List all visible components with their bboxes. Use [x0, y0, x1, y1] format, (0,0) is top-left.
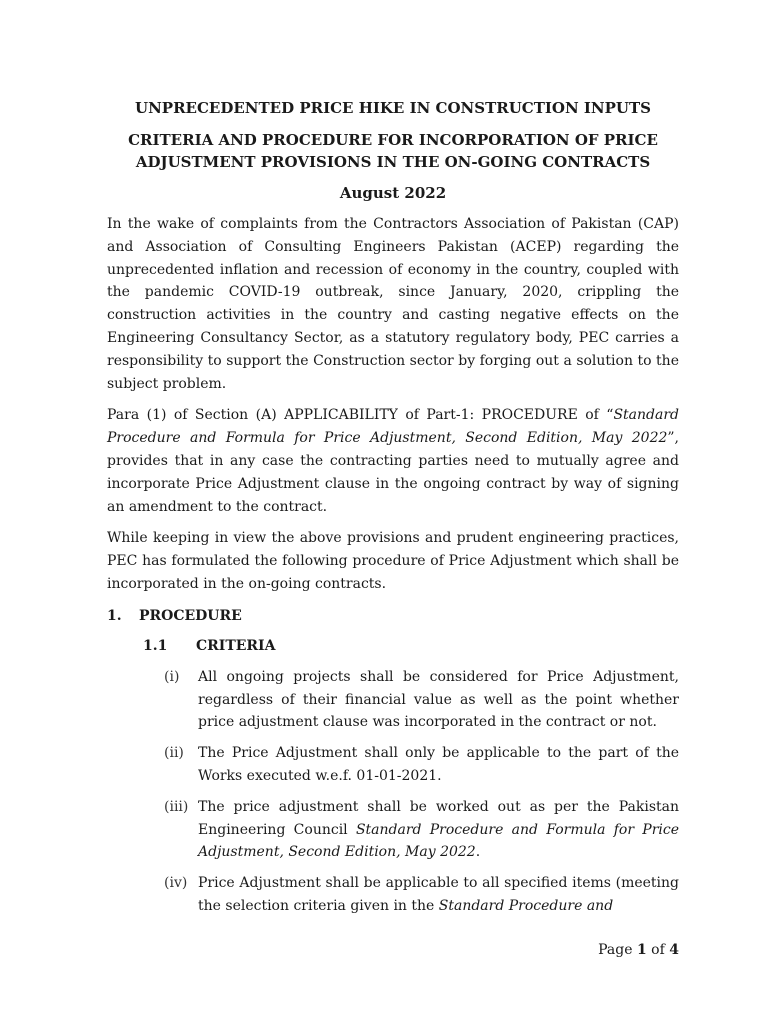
subsection-criteria-heading [143, 635, 679, 657]
section-procedure-heading [107, 605, 679, 627]
criteria-item-number: (iii) [164, 798, 189, 815]
formulation-paragraph: While keeping in view the above provisions and prudent engineering practices, PEC has formulated the following procedure of Price Adjustment which shall be incorporated in the on-going contracts. [107, 530, 679, 592]
criteria-item [164, 742, 679, 788]
document-date: August 2022 [339, 184, 447, 202]
criteria-item-text: The Price Adjustment shall only be applicable to the part of the Works executed w.e.f. 01-01-2021. [198, 745, 679, 784]
criteria-item-number: (iv) [164, 875, 188, 892]
of-word: of [651, 942, 665, 958]
criteria-item-text [198, 872, 679, 918]
section-label: PROCEDURE [139, 607, 242, 624]
subsection-label: CRITERIA [196, 637, 276, 654]
page-number [598, 942, 679, 958]
criteria-item-number: (i) [164, 668, 180, 685]
intro-paragraph: In the wake of complaints from the Contractors Association of Pakistan (CAP) and Association of Consulting Engineers Pakistan (ACEP) regarding the unprecedented inflation and recession of economy in the country, coupled with the pandemic COVID-19 outbreak, since January, 2020, crippling the construction activities in the country and casting negative effects on the Engineering Consultancy Sector, as a statutory regulatory body, PEC carries a responsibility to support the Construction sector by forging out a solution to the subject problem. [107, 216, 679, 392]
applicability-paragraph [107, 404, 679, 518]
applicability-text-start: Para (1) of Section (A) APPLICABILITY of Part-1: PROCEDURE of “ [107, 407, 614, 424]
criteria-item-text-start: The price adjustment shall be worked out as per the Pakistan Engineering Council [198, 798, 679, 838]
page-word: Page [598, 942, 633, 958]
criteria-item-text [198, 796, 679, 864]
criteria-item [164, 666, 679, 734]
applicability-text-end: ”, provides that in any case the contracting parties need to mutually agree and incorporate Price Adjustment clause in the ongoing contract by way of signing an amendment to the contract. [107, 430, 679, 515]
applicability-reference: Standard Procedure and Formula for Price Adjustment, Second Edition, May 2022 [107, 407, 679, 447]
criteria-item [164, 796, 679, 864]
criteria-item-number: (ii) [164, 745, 184, 762]
criteria-item-reference: Standard Procedure and [438, 897, 614, 914]
criteria-item [164, 872, 679, 918]
page-total: 4 [669, 942, 679, 958]
document-subtitle-line2: ADJUSTMENT PROVISIONS IN THE ON-GOING CONTRACTS [135, 153, 651, 171]
page-current: 1 [636, 942, 647, 958]
criteria-item-text-end: . [475, 844, 481, 861]
criteria-item-text: All ongoing projects shall be considered for Price Adjustment, regardless of their financial value as well as the point whether price adjustment clause was incorporated in the contract or not. [198, 668, 679, 731]
document-subtitle-line1: CRITERIA AND PROCEDURE FOR INCORPORATION OF PRICE [128, 131, 658, 149]
document-title: UNPRECEDENTED PRICE HIKE IN CONSTRUCTION INPUTS [135, 99, 651, 117]
subsection-number: 1.1 [143, 637, 168, 654]
criteria-item-text-start: Price Adjustment shall be applicable to all specified items (meeting the selection criteria given in the [198, 875, 679, 914]
section-number: 1. [107, 607, 122, 624]
criteria-item-reference: Standard Procedure and Formula for Price Adjustment, Second Edition, May 2022 [198, 821, 680, 861]
